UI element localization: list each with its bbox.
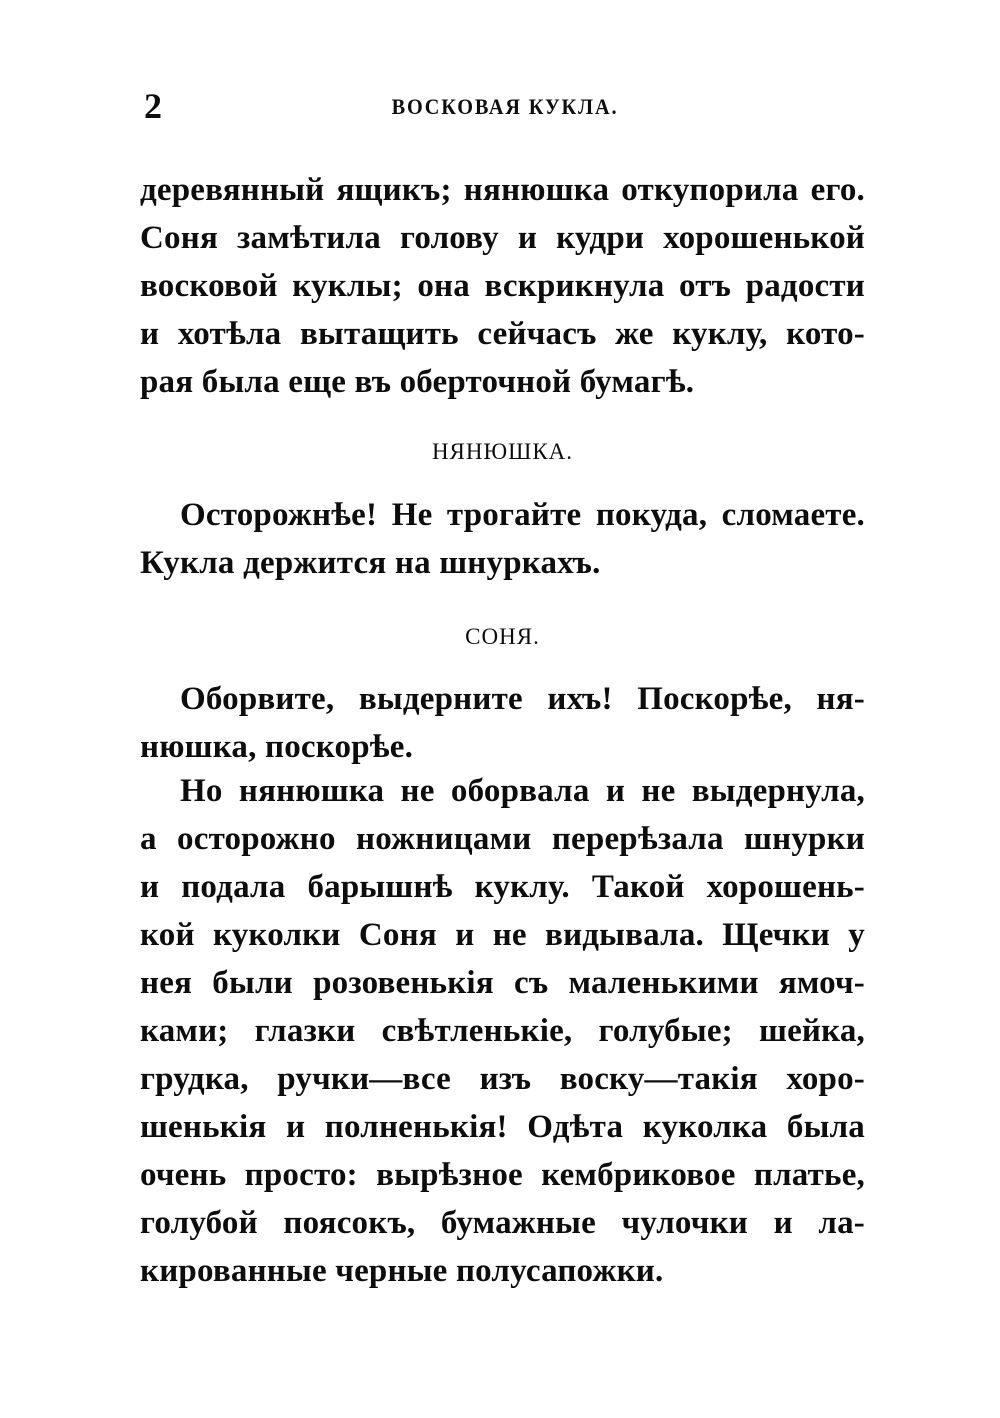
- text-line: и подала барышнѣ куклу. Такой хорошень-: [140, 869, 865, 905]
- text-line: Осторожнѣе! Не трогайте покуда, сломаете.: [180, 497, 865, 533]
- text-line: кированные черные полусапожки.: [140, 1253, 664, 1289]
- text-line: грудка, ручки—все изъ воску—такія хоро-: [140, 1061, 865, 1097]
- paragraph-opening: [140, 166, 865, 406]
- text-line: Но нянюшка не оборвала и не выдернула,: [180, 773, 865, 809]
- paragraph-sonya-line: [140, 675, 865, 771]
- text-line: нюшка, поскорѣе.: [140, 729, 414, 765]
- speaker-label-nanny: НЯНЮШКА.: [431, 439, 574, 464]
- text-line: Оборвите, выдерните ихъ! Поскорѣе, ня-: [180, 681, 865, 717]
- text-line: Кукла держится на шнуркахъ.: [140, 545, 601, 581]
- text-line: а осторожно ножницами перерѣзала шнурки: [140, 821, 865, 857]
- text-line: Соня замѣтила голову и кудри хорошенькой: [140, 220, 865, 256]
- running-title: ВОСКОВАЯ КУКЛА.: [391, 94, 619, 119]
- paragraph-narration: [140, 767, 865, 1295]
- speaker-label-sonya: СОНЯ.: [465, 624, 540, 649]
- running-head: [140, 86, 870, 126]
- text-line: ками; глазки свѣтленькіе, голубые; шейка,: [140, 1013, 865, 1049]
- text-line: нея были розовенькія съ маленькими ямоч-: [140, 965, 865, 1001]
- page-number: 2: [144, 86, 162, 126]
- paragraph-nanny-line: [140, 491, 865, 587]
- text-line: очень просто: вырѣзное кембриковое платье,: [140, 1157, 865, 1193]
- text-line: шенькія и полненькія! Одѣта куколка была: [140, 1109, 865, 1145]
- text-line: деревянный ящикъ; нянюшка откупорила его.: [140, 172, 865, 208]
- text-line: кой куколки Соня и не видывала. Щечки у: [140, 917, 865, 953]
- text-line: голубой поясокъ, бумажные чулочки и ла-: [140, 1205, 865, 1241]
- text-line: рая была еще въ оберточной бумагѣ.: [140, 364, 695, 400]
- text-line: восковой куклы; она вскрикнула отъ радости: [140, 268, 865, 304]
- text-line: и хотѣла вытащить сейчасъ же куклу, кото-: [140, 316, 865, 352]
